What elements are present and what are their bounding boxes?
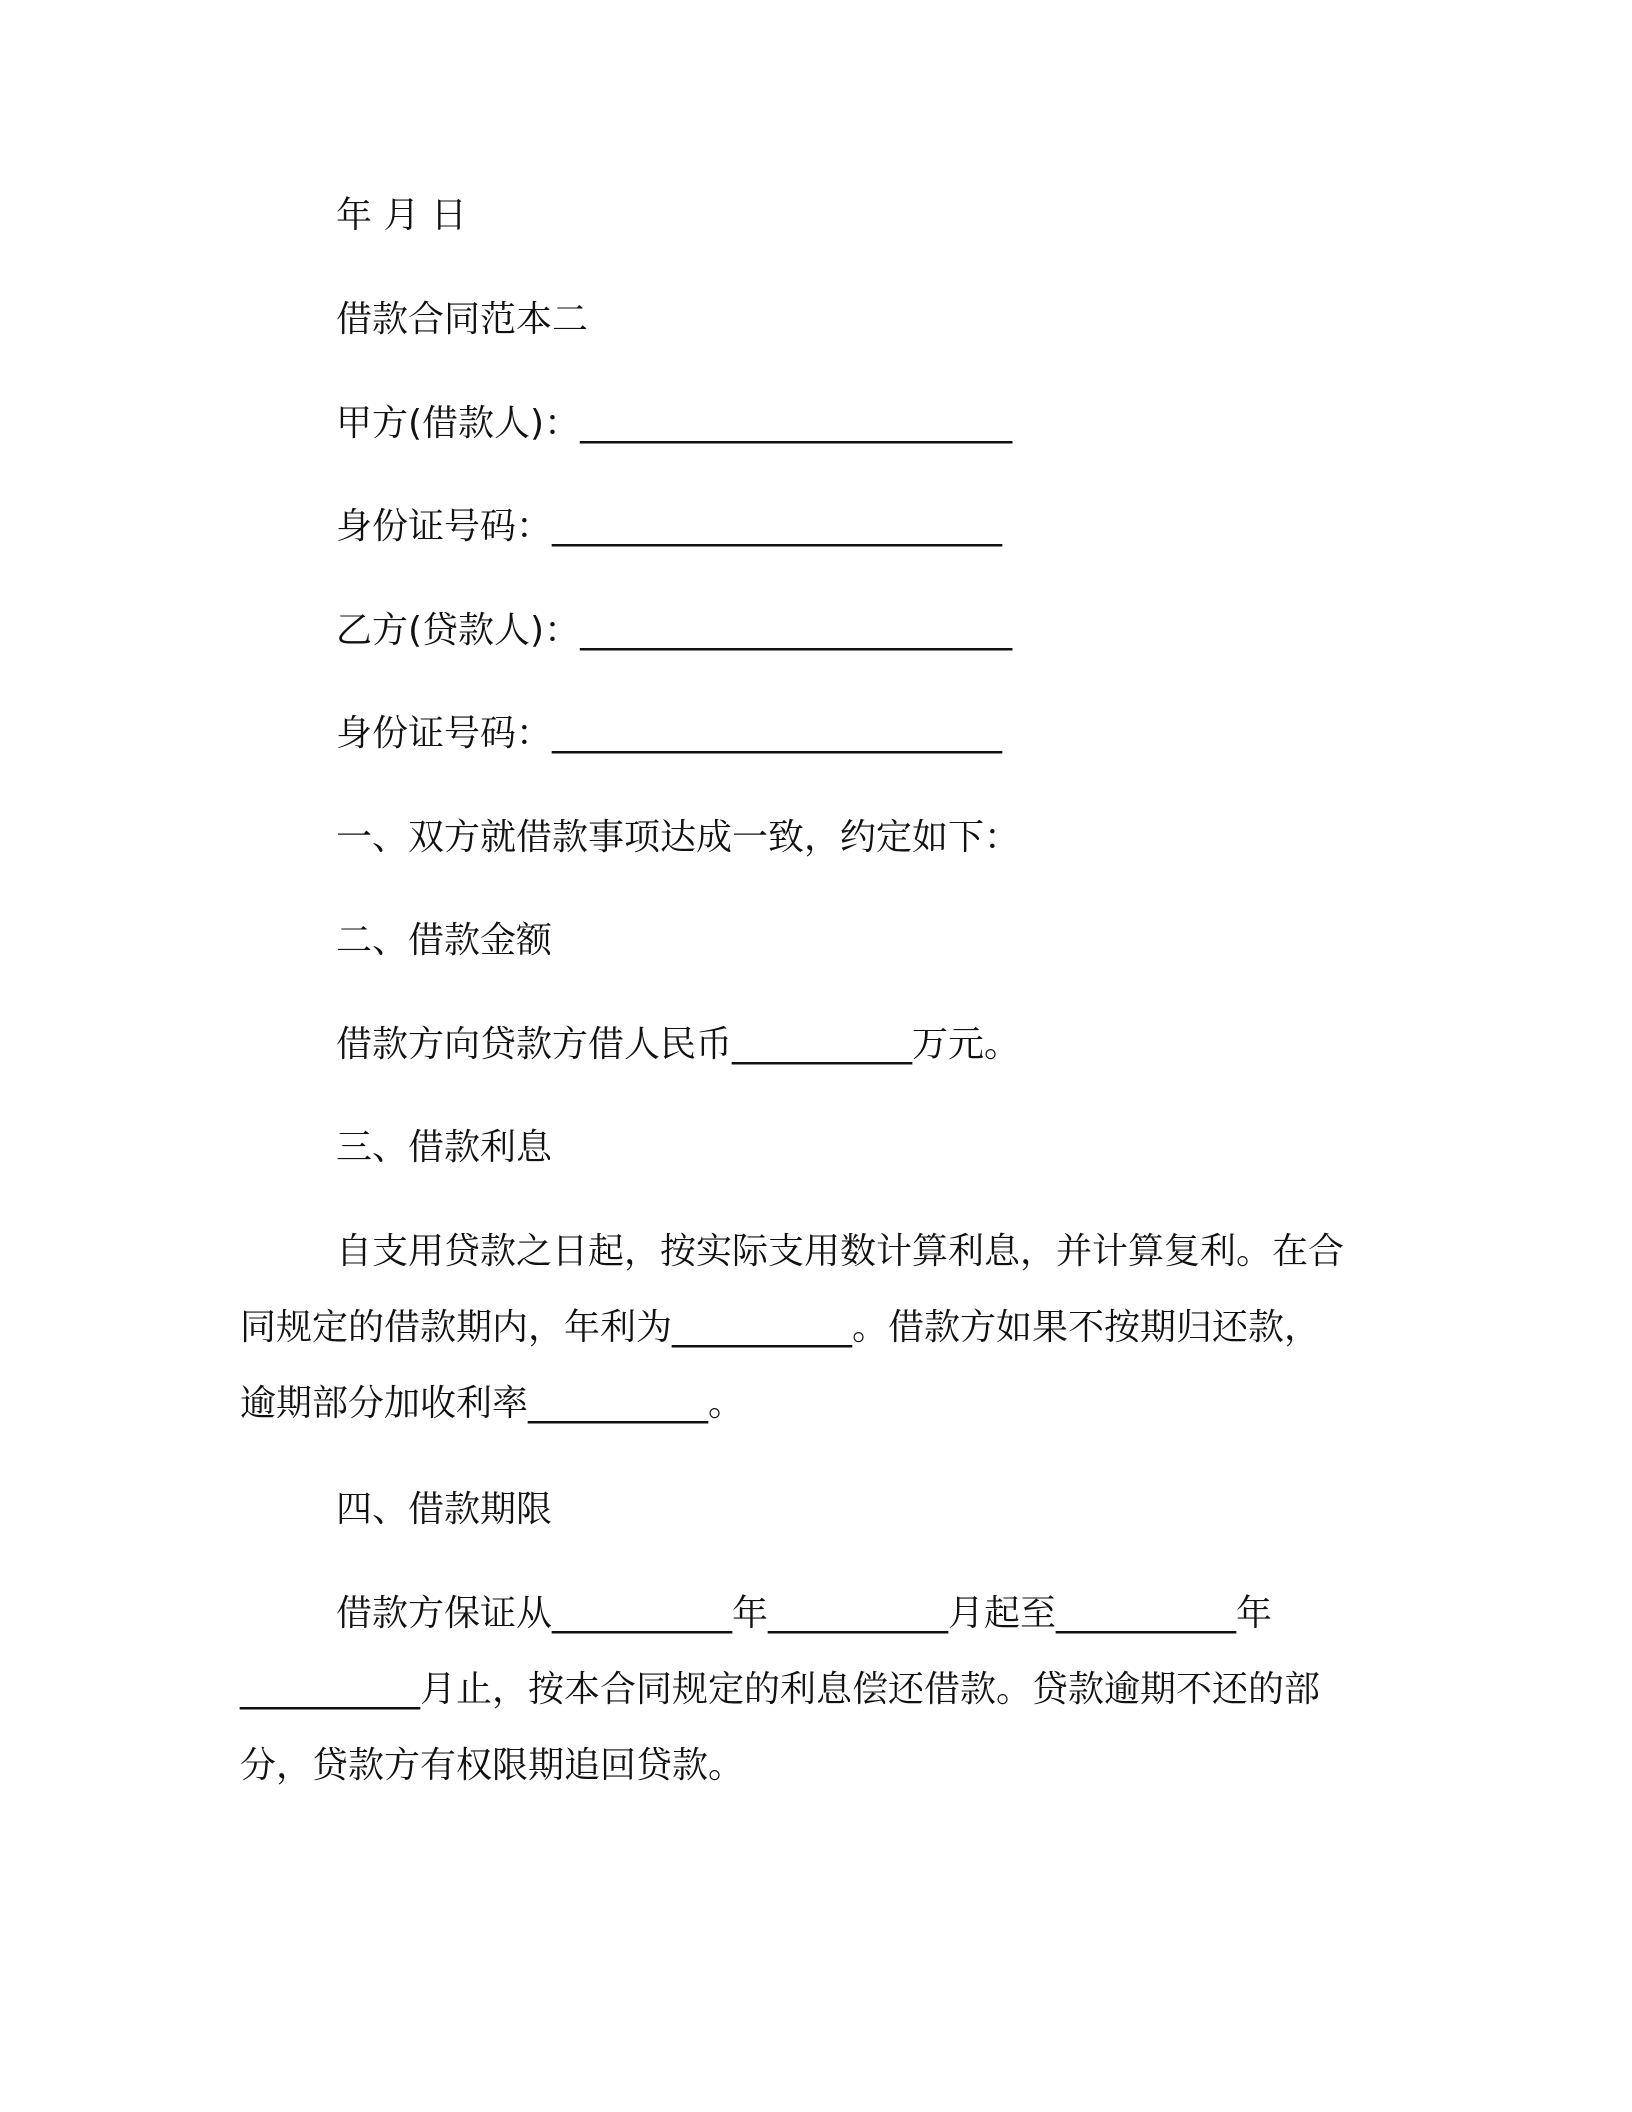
clause-2-body: 借款方向贷款方借人民币__________万元。 [336, 1024, 1021, 1065]
clause-4-body-line: 分，贷款方有权限期追回贷款。 [240, 1745, 745, 1786]
clause-3-body-line: 自支用贷款之日起，按实际支用数计算利息，并计算复利。在合 [336, 1231, 1345, 1272]
clause-3-body-line: 逾期部分加收利率__________。 [240, 1383, 745, 1424]
party-b-field: 乙方(贷款人)：________________________ [336, 610, 1013, 651]
party-a-field: 甲方(借款人)：________________________ [336, 403, 1013, 444]
clause-3-body-line: 同规定的借款期内，年利为__________。借款方如果不按期归还款， [240, 1307, 1321, 1348]
clause-4-body-line: 借款方保证从__________年__________月起至__________年 [336, 1593, 1273, 1634]
document-title: 借款合同范本二 [336, 299, 589, 340]
clause-3-heading: 三、借款利息 [336, 1127, 553, 1168]
clause-1: 一、双方就借款事项达成一致，约定如下： [336, 817, 1021, 858]
date-line: 年 月 日 [336, 195, 467, 236]
party-a-id-field: 身份证号码：_________________________ [336, 506, 1003, 547]
clause-4-body-line: __________月止，按本合同规定的利息偿还借款。贷款逾期不还的部 [240, 1669, 1321, 1710]
clause-2-heading: 二、借款金额 [336, 920, 553, 961]
party-b-id-field: 身份证号码：_________________________ [336, 713, 1003, 754]
clause-4-heading: 四、借款期限 [336, 1489, 553, 1530]
